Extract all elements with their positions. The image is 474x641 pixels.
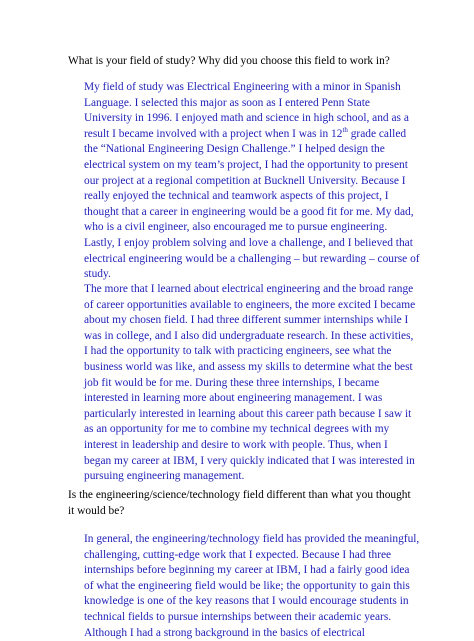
text-line: our project at a regional competition at Bucknell University. Because I <box>84 174 406 187</box>
text-line: In general, the engineering/technology field has provided the meaningful, <box>84 533 420 545</box>
answer-paragraph-1 <box>84 80 464 283</box>
text-line: really enjoyed the technical and teamwork aspects of this project, I <box>84 190 389 203</box>
text-line: began my career at IBM, I very quickly indicated that I was interested in <box>84 454 415 467</box>
answer-paragraph-2 <box>84 282 464 485</box>
text-line: thought that a career in engineering would be a good fit for me. My dad, <box>84 205 414 218</box>
text-line: who is a civil engineer, also encouraged me to pursue engineering. <box>84 221 388 234</box>
text-line: electrical engineering would be a challenging – but rewarding – course of <box>84 252 420 265</box>
question-line: Is the engineering/science/technology field different than what you thought <box>68 489 411 501</box>
text-line-with-superscript <box>84 127 464 143</box>
text-line: the “National Engineering Design Challenge.” I helped design the <box>84 143 385 156</box>
text-line: interested in learning more about engineering management. I was <box>84 392 383 405</box>
text-line: about my chosen field. I had three different summer internships while I <box>84 314 409 327</box>
text-line: Although I had a strong background in the basics of electrical <box>84 626 365 639</box>
text-segment: result I became involved with a project when I was in 12 <box>84 127 343 140</box>
text-line: study. <box>84 268 111 281</box>
text-line: particularly interested in learning about this career path because I saw it <box>84 407 412 420</box>
text-line: The more that I learned about electrical engineering and the broad range <box>84 283 414 295</box>
question-line: it would be? <box>68 504 125 517</box>
text-line: was in college, and I also did undergraduate research. In these activities, <box>84 329 414 342</box>
text-line: business world was like, and assess my skills to determine what the best <box>84 360 413 373</box>
text-line: My field of study was Electrical Engineering with a minor in Spanish <box>84 81 401 93</box>
text-line: I had the opportunity to talk with practicing engineers, see what the <box>84 345 392 358</box>
text-line: technical fields to pursue internships between their academic years. <box>84 610 392 623</box>
text-line: challenging, cutting-edge work that I expected. Because I had three <box>84 548 392 561</box>
text-line: electrical system on my team’s project, I had the opportunity to present <box>84 158 408 171</box>
ordinal-superscript: th <box>342 125 348 134</box>
text-line: knowledge is one of the key reasons that I would encourage students in <box>84 595 409 608</box>
text-line: pursuing engineering management. <box>84 470 245 483</box>
text-line: Lastly, I enjoy problem solving and love a challenge, and I believed that <box>84 236 413 249</box>
text-line: Language. I selected this major as soon as I entered Penn State <box>84 96 370 109</box>
answer-paragraph-3 <box>84 532 464 641</box>
question-field-of-study <box>68 54 458 70</box>
text-segment: grade called <box>347 127 407 140</box>
question-line: What is your field of study? Why did you choose this field to work in? <box>68 55 390 67</box>
question-field-expectations <box>68 488 458 519</box>
text-line: interest in leadership and desire to work with people. Thus, when I <box>84 438 388 451</box>
text-line: of career opportunities available to engineers, the more excited I became <box>84 298 416 311</box>
text-line: as an opportunity for me to combine my technical degrees with my <box>84 423 390 436</box>
text-line: job fit would be for me. During these three internships, I became <box>84 376 380 389</box>
text-line: of what the engineering field would be like; the opportunity to gain this <box>84 579 410 592</box>
text-line: University in 1996. I enjoyed math and science in high school, and as a <box>84 112 409 125</box>
text-line: internships before beginning my career at IBM, I had a fairly good idea <box>84 564 410 577</box>
